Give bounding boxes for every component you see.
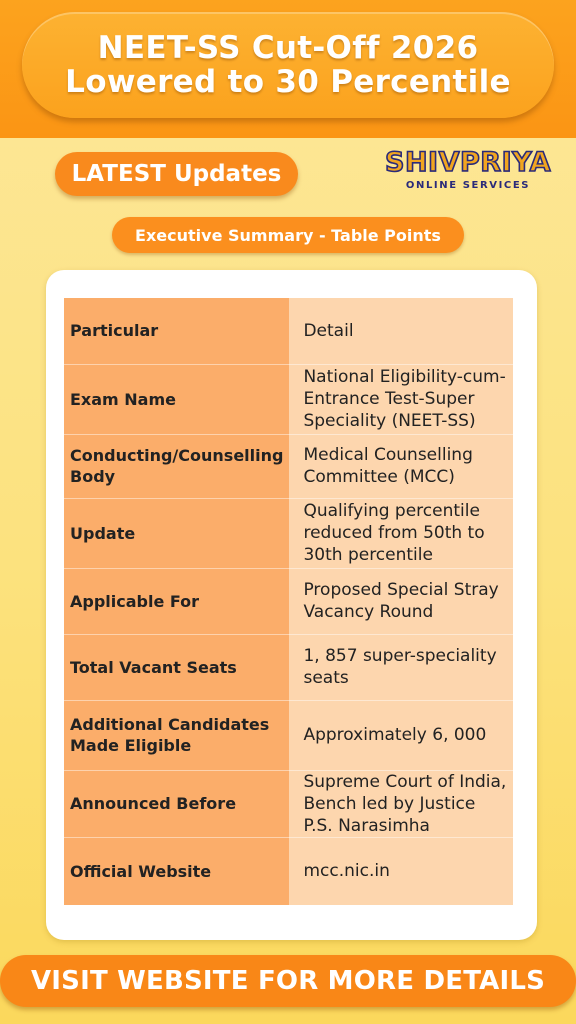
row-detail: 1, 857 super-speciality seats bbox=[289, 634, 513, 700]
table-row bbox=[64, 634, 513, 700]
row-detail: mcc.nic.in bbox=[289, 837, 513, 905]
row-detail: Proposed Special Stray Vacancy Round bbox=[289, 568, 513, 634]
shivpriya-logo bbox=[383, 148, 553, 196]
row-detail: Approximately 6, 000 bbox=[289, 700, 513, 770]
row-detail: National Eligibility-cum-Entrance Test-Super Speciality (NEET-SS) bbox=[289, 364, 513, 434]
row-particular: Exam Name bbox=[64, 364, 289, 434]
table-row bbox=[64, 498, 513, 568]
table-row bbox=[64, 298, 513, 364]
visit-website-button[interactable]: VISIT WEBSITE FOR MORE DETAILS bbox=[0, 955, 576, 1007]
table-row bbox=[64, 364, 513, 434]
table-row bbox=[64, 700, 513, 770]
executive-summary-label: Executive Summary - Table Points bbox=[112, 217, 464, 253]
row-particular: Particular bbox=[64, 298, 289, 364]
row-particular: Applicable For bbox=[64, 568, 289, 634]
row-particular: Conducting/Counselling Body bbox=[64, 434, 289, 498]
page-title bbox=[22, 12, 554, 118]
table-row bbox=[64, 837, 513, 905]
row-detail: Medical Counselling Committee (MCC) bbox=[289, 434, 513, 498]
row-detail: Supreme Court of India, Bench led by Justice P.S. Narasimha bbox=[289, 770, 513, 837]
logo-tagline: ONLINE SERVICES bbox=[405, 180, 531, 191]
latest-updates-badge: LATEST Updates bbox=[55, 152, 298, 196]
summary-table bbox=[64, 298, 513, 906]
row-particular: Official Website bbox=[64, 837, 289, 905]
row-detail: Qualifying percentile reduced from 50th to 30th percentile bbox=[289, 498, 513, 568]
row-particular: Announced Before bbox=[64, 770, 289, 837]
table-row bbox=[64, 434, 513, 498]
row-particular: Update bbox=[64, 498, 289, 568]
row-particular: Total Vacant Seats bbox=[64, 634, 289, 700]
logo-name: SHIVPRIYA bbox=[385, 147, 551, 178]
title-line-2: Lowered to 30 Percentile bbox=[65, 64, 511, 100]
row-particular: Additional Candidates Made Eligible bbox=[64, 700, 289, 770]
table-row bbox=[64, 770, 513, 837]
table-row bbox=[64, 568, 513, 634]
row-detail: Detail bbox=[289, 298, 513, 364]
title-line-1: NEET-SS Cut-Off 2026 bbox=[97, 30, 479, 66]
